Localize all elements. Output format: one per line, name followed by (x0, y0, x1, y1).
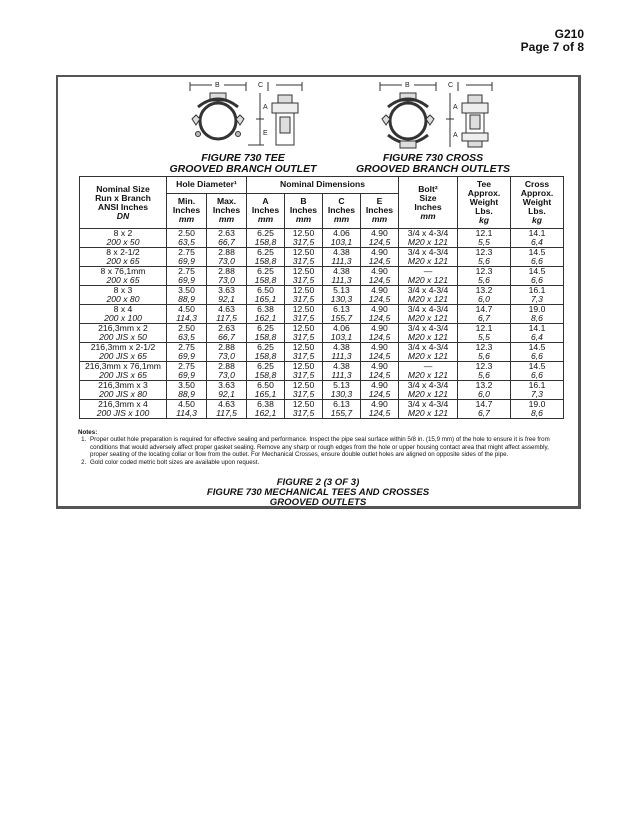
col-dim-c: C Inches mm (322, 193, 360, 228)
cell-cross: 14.1 6,4 (511, 324, 564, 343)
cell-tee: 13.2 6,0 (458, 381, 511, 400)
cell-size: 8 x 2-1/2 200 x 65 (80, 248, 167, 267)
cell-c: 6.13 155,7 (322, 400, 360, 419)
cell-a: 6.25 158,8 (247, 267, 285, 286)
cell-max: 2.88 73,0 (207, 343, 247, 362)
cell-a: 6.50 165,1 (247, 286, 285, 305)
cell-b: 12.50 317,5 (284, 248, 322, 267)
cell-a: 6.25 158,8 (247, 248, 285, 267)
cell-size: 8 x 3 200 x 80 (80, 286, 167, 305)
table-row (80, 305, 564, 324)
table-row (80, 324, 564, 343)
cell-max: 2.88 73,0 (207, 362, 247, 381)
page-number: Page 7 of 8 (520, 40, 584, 54)
cell-a: 6.25 158,8 (247, 324, 285, 343)
cell-b: 12.50 317,5 (284, 305, 322, 324)
col-bolt-size: Bolt² Size Inches mm (399, 177, 458, 229)
cell-max: 2.63 66,7 (207, 324, 247, 343)
cell-bolt: 3/4 x 4-3/4 M20 x 121 (399, 381, 458, 400)
cell-min: 2.75 69,9 (167, 343, 207, 362)
cell-e: 4.90 124,5 (360, 248, 398, 267)
col-hole-max: Max. Inches mm (207, 193, 247, 228)
cell-a: 6.38 162,1 (247, 305, 285, 324)
cell-b: 12.50 317,5 (284, 267, 322, 286)
cell-size: 8 x 4 200 x 100 (80, 305, 167, 324)
cell-c: 5.13 130,3 (322, 381, 360, 400)
cell-tee: 12.3 5,6 (458, 248, 511, 267)
cell-e: 4.90 124,5 (360, 381, 398, 400)
cell-a: 6.50 165,1 (247, 381, 285, 400)
cross-caption: FIGURE 730 CROSS GROOVED BRANCH OUTLETS (355, 152, 510, 175)
cell-bolt: 3/4 x 4-3/4 M20 x 121 (399, 286, 458, 305)
cell-bolt: 3/4 x 4-3/4 M20 x 121 (399, 305, 458, 324)
cell-cross: 16.1 7,3 (511, 381, 564, 400)
figure-caption: FIGURE 2 (3 OF 3) FIGURE 730 MECHANICAL TEES AND CROSSES GROOVED OUTLETS (206, 477, 430, 508)
svg-text:B: B (405, 82, 410, 89)
cell-c: 6.13 155,7 (322, 305, 360, 324)
document-id: G210 (554, 27, 584, 41)
cell-cross: 19.0 8,6 (511, 305, 564, 324)
cell-bolt: 3/4 x 4-3/4 M20 x 121 (399, 343, 458, 362)
cell-c: 4.38 111,3 (322, 343, 360, 362)
col-dim-b: B Inches mm (284, 193, 322, 228)
cell-tee: 12.3 5,6 (458, 267, 511, 286)
cell-e: 4.90 124,5 (360, 324, 398, 343)
page-header (521, 28, 584, 54)
cell-size: 216,3mm x 2 200 JIS x 50 (80, 324, 167, 343)
col-nominal-size: Nominal Size Run x Branch ANSI Inches DN (80, 177, 167, 229)
table-row (80, 267, 564, 286)
cell-a: 6.25 158,8 (247, 343, 285, 362)
table-row (80, 362, 564, 381)
svg-text:A: A (263, 104, 268, 111)
col-dim-a: A Inches mm (247, 193, 285, 228)
cell-min: 2.75 69,9 (167, 248, 207, 267)
cell-tee: 14.7 6,7 (458, 400, 511, 419)
cell-c: 4.38 111,3 (322, 362, 360, 381)
svg-text:C: C (258, 82, 264, 89)
cell-size: 216,3mm x 76,1mm 200 JIS x 65 (80, 362, 167, 381)
cell-tee: 13.2 6,0 (458, 286, 511, 305)
cell-min: 2.50 63,5 (167, 324, 207, 343)
cell-c: 4.38 111,3 (322, 267, 360, 286)
cell-size: 216,3mm x 2-1/2 200 JIS x 65 (80, 343, 167, 362)
cell-e: 4.90 124,5 (360, 229, 398, 248)
col-tee-weight: Tee Approx. Weight Lbs. kg (458, 177, 511, 229)
cell-a: 6.38 162,1 (247, 400, 285, 419)
cell-c: 4.38 111,3 (322, 248, 360, 267)
cell-tee: 12.3 5,6 (458, 362, 511, 381)
cell-min: 2.75 69,9 (167, 267, 207, 286)
cell-cross: 19.0 8,6 (511, 400, 564, 419)
cell-b: 12.50 317,5 (284, 381, 322, 400)
cell-e: 4.90 124,5 (360, 362, 398, 381)
col-dim-e: E Inches mm (360, 193, 398, 228)
svg-text:C: C (448, 82, 454, 89)
cell-cross: 14.5 6,6 (511, 267, 564, 286)
cell-cross: 14.1 6,4 (511, 229, 564, 248)
cell-bolt: — M20 x 121 (399, 267, 458, 286)
cell-e: 4.90 124,5 (360, 267, 398, 286)
dimensions-table (79, 176, 564, 419)
cell-tee: 12.1 5,5 (458, 229, 511, 248)
svg-text:A: A (453, 132, 458, 139)
figure-730-cross (348, 79, 518, 175)
cell-e: 4.90 124,5 (360, 400, 398, 419)
cell-min: 3.50 88,9 (167, 286, 207, 305)
svg-text:E: E (263, 130, 268, 137)
cell-b: 12.50 317,5 (284, 286, 322, 305)
cell-e: 4.90 124,5 (360, 343, 398, 362)
table-row (80, 286, 564, 305)
notes-title: Notes: (78, 429, 98, 436)
cell-bolt: 3/4 x 4-3/4 M20 x 121 (399, 229, 458, 248)
svg-text:A: A (453, 104, 458, 111)
cell-min: 2.75 69,9 (167, 362, 207, 381)
col-hole-min: Min. Inches mm (167, 193, 207, 228)
cell-max: 4.63 117,5 (207, 305, 247, 324)
notes (78, 429, 568, 466)
table-row (80, 229, 564, 248)
table-row (80, 381, 564, 400)
cell-tee: 12.1 5,5 (458, 324, 511, 343)
tee-outlet-diagram-icon (168, 79, 318, 149)
cell-c: 4.06 103,1 (322, 324, 360, 343)
cell-b: 12.50 317,5 (284, 229, 322, 248)
figure-730-tee (158, 79, 328, 175)
svg-text:B: B (215, 82, 220, 89)
cell-c: 5.13 130,3 (322, 286, 360, 305)
cell-max: 2.88 73,0 (207, 267, 247, 286)
cell-size: 8 x 76,1mm 200 x 65 (80, 267, 167, 286)
cell-cross: 16.1 7,3 (511, 286, 564, 305)
cell-bolt: 3/4 x 4-3/4 M20 x 121 (399, 324, 458, 343)
cell-max: 2.63 66,7 (207, 229, 247, 248)
table-row (80, 400, 564, 419)
cell-cross: 14.5 6,6 (511, 362, 564, 381)
cell-max: 2.88 73,0 (207, 248, 247, 267)
cell-size: 8 x 2 200 x 50 (80, 229, 167, 248)
cell-a: 6.25 158,8 (247, 362, 285, 381)
cell-tee: 12.3 5,6 (458, 343, 511, 362)
figure-drawings (158, 79, 510, 179)
col-hole-diameter: Hole Diameter¹ (167, 177, 247, 194)
table-body (80, 229, 564, 419)
cell-b: 12.50 317,5 (284, 324, 322, 343)
cell-max: 4.63 117,5 (207, 400, 247, 419)
cell-min: 4.50 114,3 (167, 305, 207, 324)
cell-cross: 14.5 6,6 (511, 248, 564, 267)
note-1: 1. Proper outlet hole preparation is required for effective sealing and performance. Inspect the pipe seal surface within 5/8 in. (15,9 mm) of the hole to ensure it is free from conditions that would adversely affect proper gasket sealing. Remove any sharp or rough edges from the hole or upper housing contact area that might affect assembly, proper seating of the locating collar or flow from the outlet. For Mechanical Crosses, ensure double outlet holes are aligned on opposite sides of the pipe. (88, 436, 568, 458)
cell-min: 3.50 88,9 (167, 381, 207, 400)
cell-cross: 14.5 6,6 (511, 343, 564, 362)
cell-b: 12.50 317,5 (284, 343, 322, 362)
col-cross-weight: Cross Approx. Weight Lbs. kg (511, 177, 564, 229)
cell-a: 6.25 158,8 (247, 229, 285, 248)
cell-max: 3.63 92,1 (207, 381, 247, 400)
cell-b: 12.50 317,5 (284, 400, 322, 419)
cell-c: 4.06 103,1 (322, 229, 360, 248)
col-nominal-dimensions: Nominal Dimensions (247, 177, 399, 194)
figure-frame (56, 75, 581, 509)
note-2: 2. Gold color coded metric bolt sizes are available upon request. (88, 459, 568, 466)
cell-tee: 14.7 6,7 (458, 305, 511, 324)
cell-b: 12.50 317,5 (284, 362, 322, 381)
cell-size: 216,3mm x 4 200 JIS x 100 (80, 400, 167, 419)
cell-size: 216,3mm x 3 200 JIS x 80 (80, 381, 167, 400)
cell-bolt: — M20 x 121 (399, 362, 458, 381)
cell-max: 3.63 92,1 (207, 286, 247, 305)
cell-bolt: 3/4 x 4-3/4 M20 x 121 (399, 400, 458, 419)
cell-bolt: 3/4 x 4-3/4 M20 x 121 (399, 248, 458, 267)
table-row (80, 248, 564, 267)
cell-e: 4.90 124,5 (360, 305, 398, 324)
cell-e: 4.90 124,5 (360, 286, 398, 305)
cross-outlet-diagram-icon (358, 79, 508, 149)
cell-min: 4.50 114,3 (167, 400, 207, 419)
cell-min: 2.50 63,5 (167, 229, 207, 248)
table-row (80, 343, 564, 362)
tee-caption: FIGURE 730 TEE GROOVED BRANCH OUTLET (169, 152, 317, 175)
